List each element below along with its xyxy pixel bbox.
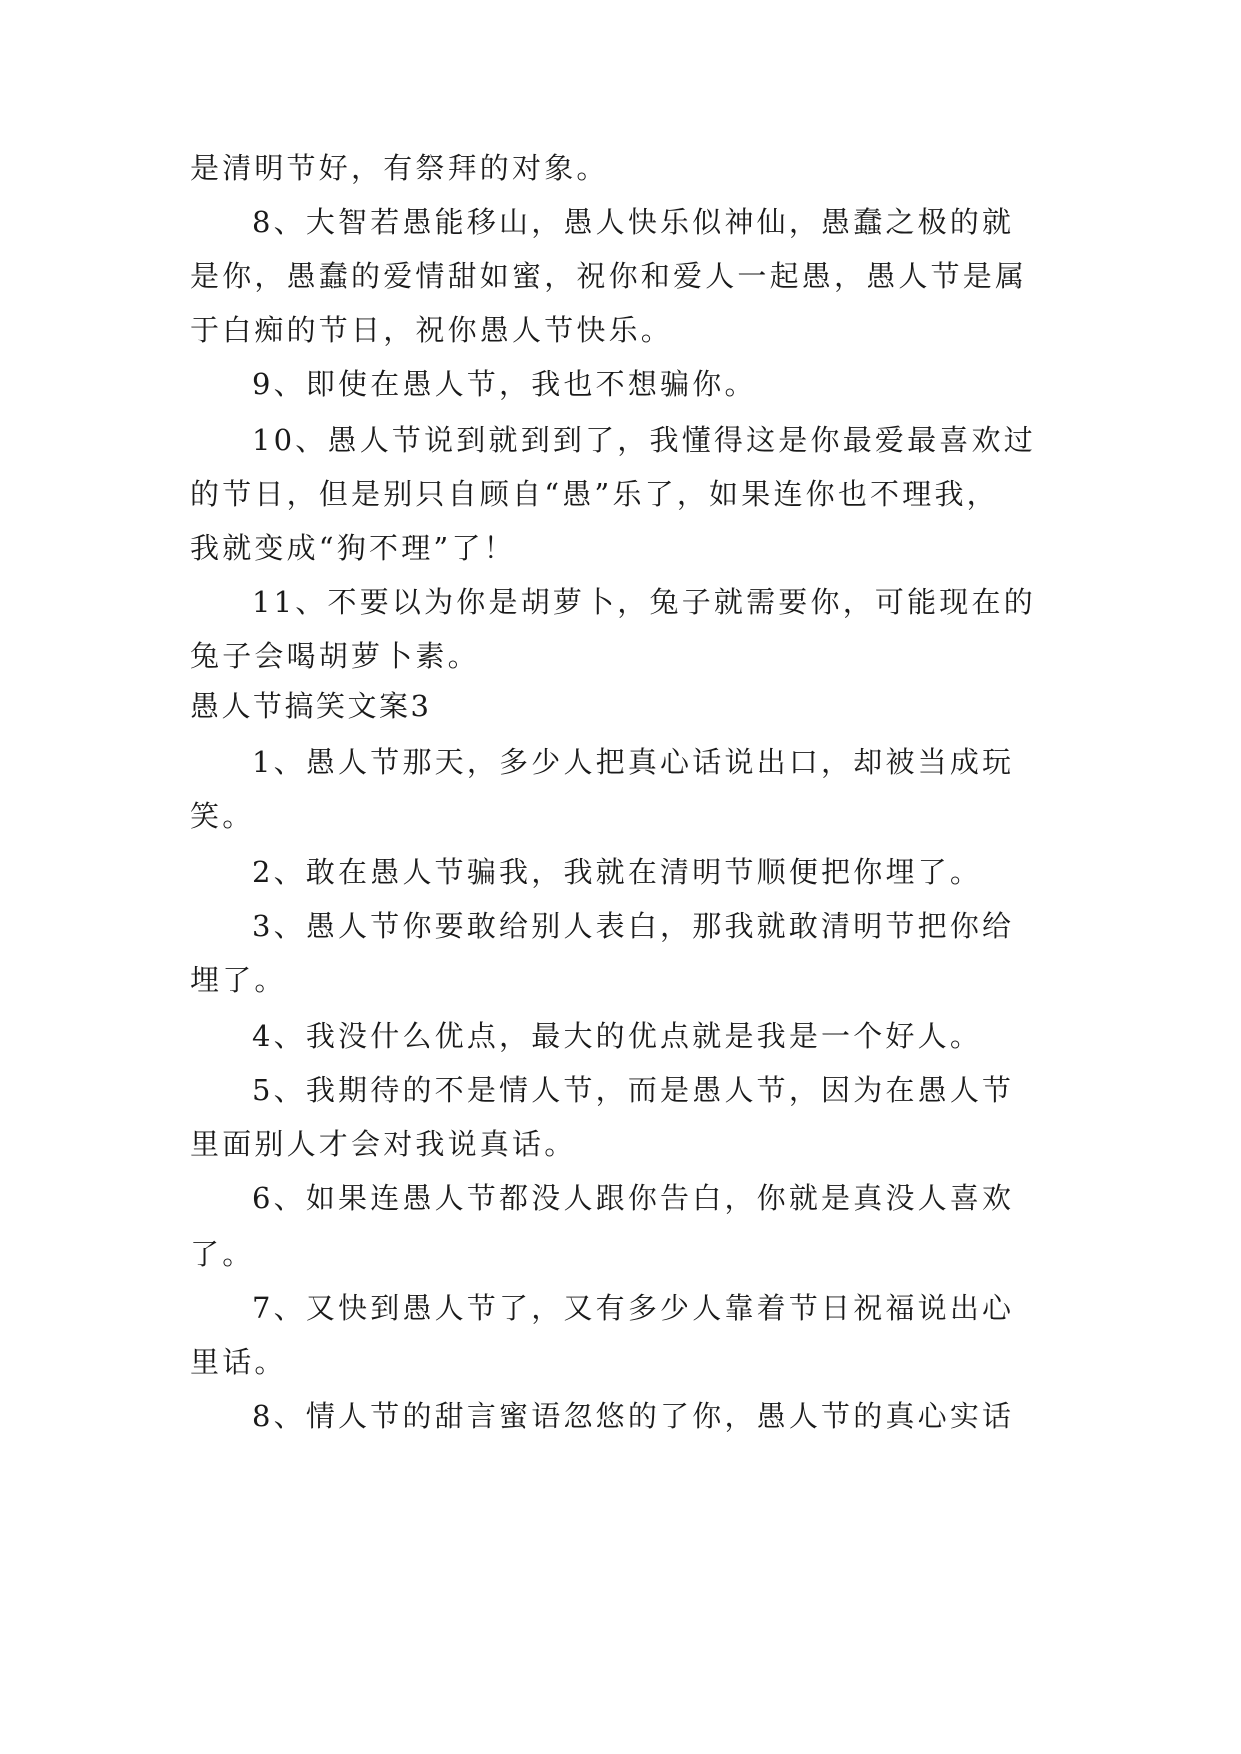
paragraph-line: 我就变成“狗不理”了！ <box>190 531 516 565</box>
paragraph-line: 10、愚人节说到就到到了，我懂得这是你最爱最喜欢过 <box>252 423 1036 457</box>
paragraph-line: 兔子会喝胡萝卜素。 <box>190 639 480 673</box>
section-heading: 愚人节搞笑文案3 <box>190 689 432 723</box>
paragraph-line: 了。 <box>190 1237 255 1271</box>
paragraph-line: 8、大智若愚能移山，愚人快乐似神仙，愚蠢之极的就 <box>252 205 1015 239</box>
paragraph-line: 8、情人节的甜言蜜语忽悠的了你，愚人节的真心实话 <box>252 1399 1015 1433</box>
paragraph-line: 9、即使在愚人节，我也不想骗你。 <box>252 367 757 401</box>
paragraph-line: 5、我期待的不是情人节，而是愚人节，因为在愚人节 <box>252 1073 1015 1107</box>
paragraph-line: 是你，愚蠢的爱情甜如蜜，祝你和爱人一起愚，愚人节是属 <box>190 259 1028 293</box>
paragraph-line: 于白痴的节日，祝你愚人节快乐。 <box>190 313 674 347</box>
paragraph-line: 笑。 <box>190 799 255 833</box>
paragraph-line: 埋了。 <box>190 963 287 997</box>
paragraph-line: 的节日，但是别只自顾自“愚”乐了，如果连你也不理我， <box>190 477 999 511</box>
paragraph-line: 7、又快到愚人节了，又有多少人靠着节日祝福说出心 <box>252 1291 1015 1325</box>
paragraph-line: 2、敢在愚人节骗我，我就在清明节顺便把你埋了。 <box>252 855 983 889</box>
paragraph-line: 里面别人才会对我说真话。 <box>190 1127 577 1161</box>
paragraph-line: 3、愚人节你要敢给别人表白，那我就敢清明节把你给 <box>252 909 1015 943</box>
paragraph-line: 4、我没什么优点，最大的优点就是我是一个好人。 <box>252 1019 983 1053</box>
paragraph-line: 6、如果连愚人节都没人跟你告白，你就是真没人喜欢 <box>252 1181 1015 1215</box>
paragraph-line: 里话。 <box>190 1345 287 1379</box>
paragraph-line: 11、不要以为你是胡萝卜，兔子就需要你，可能现在的 <box>252 585 1036 619</box>
paragraph-line: 是清明节好，有祭拜的对象。 <box>190 151 609 185</box>
paragraph-line: 1、愚人节那天，多少人把真心话说出口，却被当成玩 <box>252 745 1015 779</box>
